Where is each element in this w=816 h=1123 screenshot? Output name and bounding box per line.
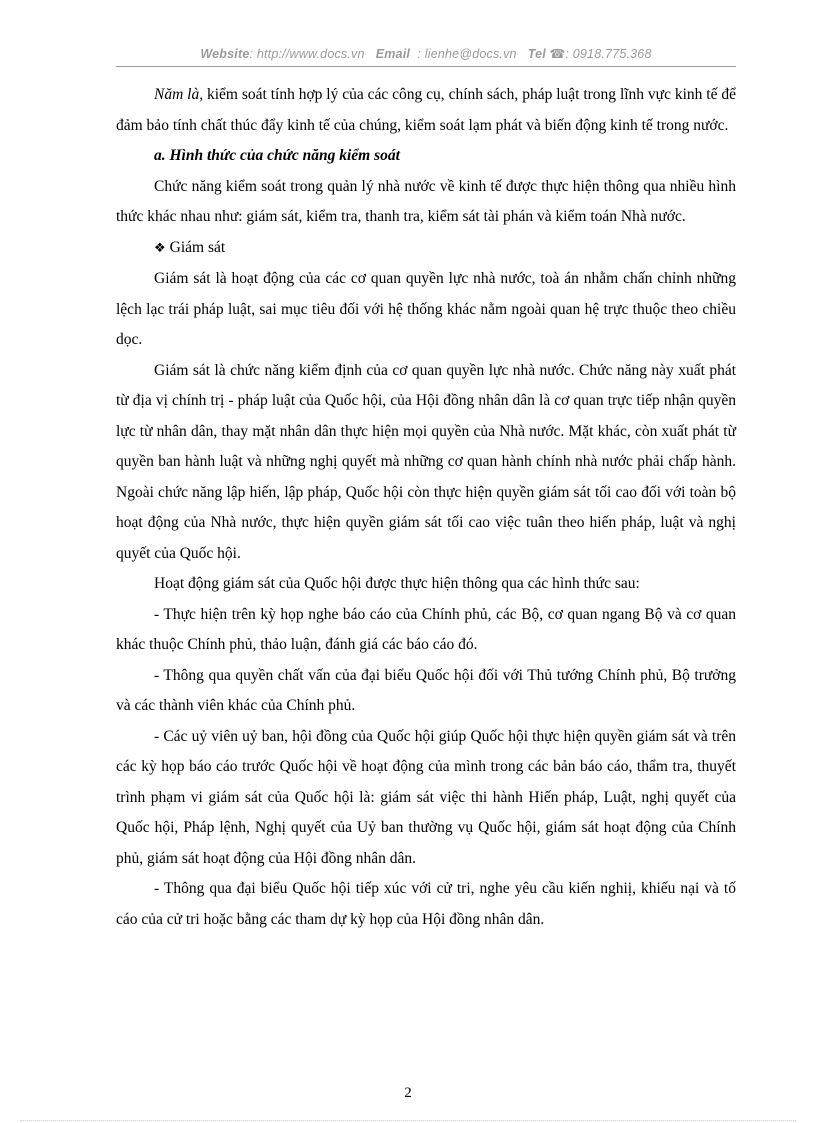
- list-item: - Thông qua đại biểu Quốc hội tiếp xúc với cử tri, nghe yêu cầu kiến nghiị, khiếu nại và tố cáo của cử tri hoặc bằng các tham dự kỳ họp của Hội đồng nhân dân.: [116, 880, 736, 928]
- section-heading: a. Hình thức của chức năng kiểm soát: [154, 147, 400, 164]
- paragraph: Chức năng kiểm soát trong quản lý nhà nước về kinh tế được thực hiện thông qua nhiều hình thức khác nhau như: giám sát, kiểm tra, thanh tra, kiểm sát tài phán và kiểm toán Nhà nước.: [116, 177, 736, 225]
- paragraph: Năm là, kiểm soát tính hợp lý của các công cụ, chính sách, pháp luật trong lĩnh vực kinh tế để đảm bảo tính chất thúc đẩy kinh tế của chúng, kiểm soát lạm phát và biến động kinh tế trong nước.: [116, 86, 736, 134]
- page-number: 2: [404, 1085, 412, 1101]
- email-value: : lienhe@docs.vn: [417, 47, 517, 61]
- paragraph-lead: Năm là,: [154, 86, 204, 103]
- website-label: Website: [200, 47, 250, 61]
- header-divider: [116, 66, 736, 67]
- list-item: - Thông qua quyền chất vấn của đại biểu Quốc hội đối với Thủ tướng Chính phủ, Bộ trưởng và các thành viên khác của Chính phủ.: [116, 666, 736, 714]
- website-value: : http://www.docs.vn: [249, 47, 365, 61]
- bullet-item: ❖ Giám sát: [154, 238, 226, 256]
- tel-value: : 0918.775.368: [565, 47, 652, 61]
- diamond-bullet-icon: ❖: [154, 240, 166, 256]
- list-item: - Thực hiện trên kỳ họp nghe báo cáo của Chính phủ, các Bộ, cơ quan ngang Bộ và cơ quan khác thuộc Chính phủ, thảo luận, đánh giá các báo cáo đó.: [116, 605, 736, 653]
- tel-label: Tel: [527, 47, 546, 61]
- list-item: - Các uỷ viên uỷ ban, hội đồng của Quốc hội giúp Quốc hội thực hiện quyền giám sát và trên các kỳ họp báo cáo trước Quốc hội về hoạt động của mình trong các bản báo cáo, thẩm tra, thuyết trình phạm vi giám sát của Quốc hội là: giám sát việc thi hành Hiến pháp, Luật, nghị quyết của Quốc hội, Pháp lệnh, Nghị quyết của Uỷ ban thường vụ Quốc hội, giám sát hoạt động của Chính phủ, giám sát hoạt động của Hội đồng nhân dân.: [116, 727, 736, 867]
- paragraph: Hoạt động giám sát của Quốc hội được thực hiện thông qua các hình thức sau:: [154, 575, 640, 592]
- page-header: [116, 46, 736, 61]
- document-body: [116, 80, 736, 935]
- email-label: Email: [375, 47, 411, 61]
- phone-icon: ☎: [549, 46, 566, 61]
- footer-divider: [20, 1120, 796, 1121]
- paragraph: Giám sát là chức năng kiểm định của cơ quan quyền lực nhà nước. Chức năng này xuất phát từ địa vị chính trị - pháp luật của Quốc hội, của Hội đồng nhân dân là cơ quan trực tiếp nhận quyền lực từ nhân dân, thay mặt nhân dân thực hiện mọi quyền của Nhà nước. Mặt khác, còn xuất phát từ quyền ban hành luật và những nghị quyết mà những cơ quan hành chính nhà nước phải chấp hành. Ngoài chức năng lập hiến, lập pháp, Quốc hội còn thực hiện quyền giám sát tối cao đối với toàn bộ hoạt động của Nhà nước, thực hiện quyền giám sát tối cao việc tuân theo hiến pháp, luật và nghị quyết của Quốc hội.: [116, 361, 736, 562]
- paragraph: Giám sát là hoạt động của các cơ quan quyền lực nhà nước, toà án nhằm chấn chỉnh những lệch lạc trái pháp luật, sai mục tiêu đối với hệ thống khác nằm ngoài quan hệ trực thuộc theo chiều dọc.: [116, 270, 736, 348]
